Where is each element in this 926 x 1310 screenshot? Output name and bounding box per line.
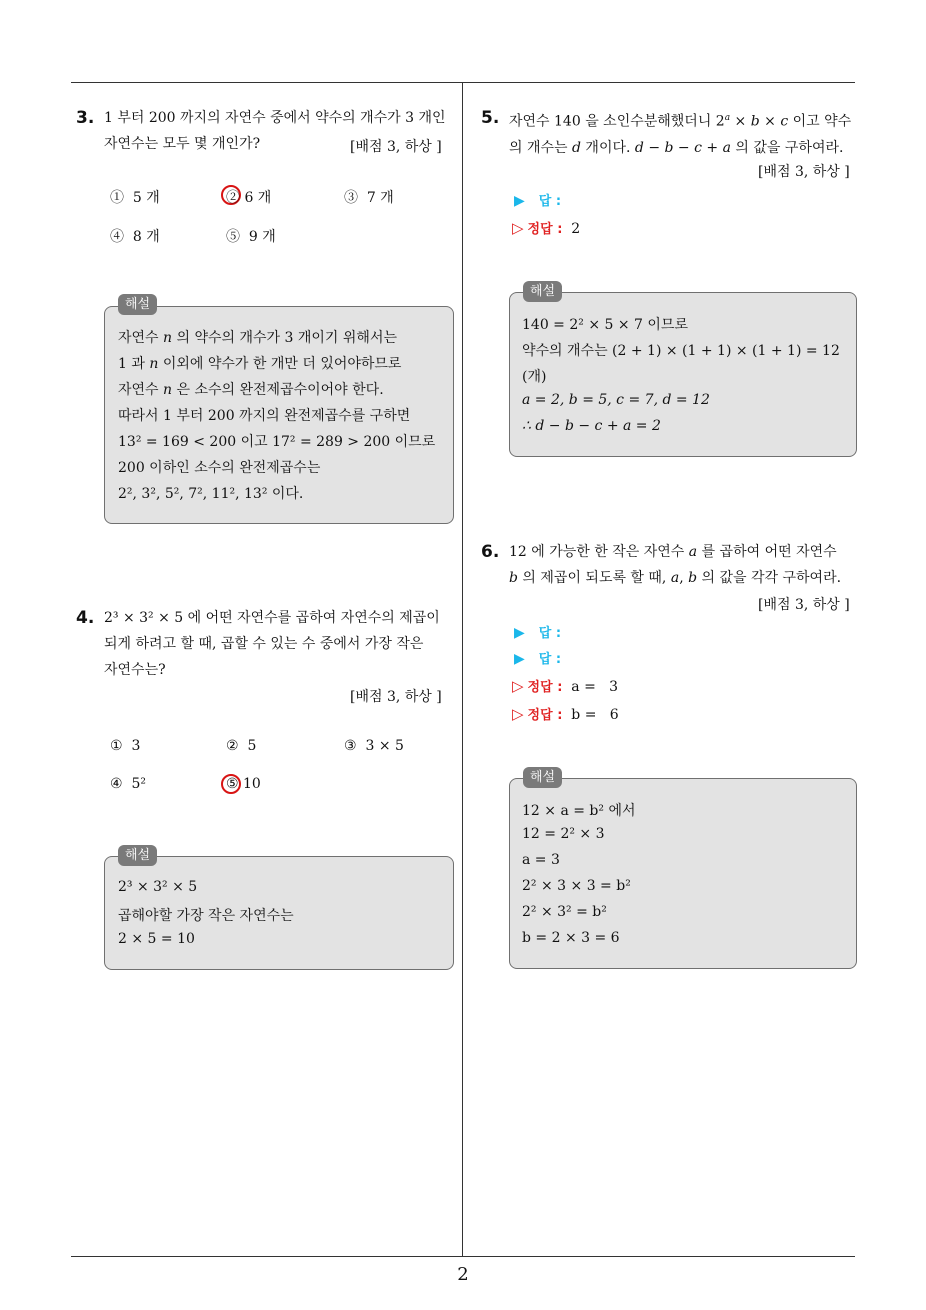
q4-solution-line-1: 2³ × 3² × 5 [118,879,198,895]
q5-solution-line-4: a = 2, b = 5, c = 7, d = 12 [522,392,710,408]
q3-solution-line-2: 1 과 n 이외에 약수가 한 개만 더 있어야하므로 [118,356,402,372]
q3-line1: 1 부터 200 까지의 자연수 중에서 약수의 개수가 3 개인 [104,110,446,126]
q6-line1: 12 에 가능한 한 작은 자연수 a 를 곱하여 어떤 자연수 [509,544,837,560]
q3-number: 3. [76,108,95,128]
q4-solution-line-3: 2 × 5 = 10 [118,931,195,947]
q3-level: [배점 3, 하상 ] [350,139,442,155]
play-filled-icon: ▶ [514,651,525,667]
q4-choice-2[interactable]: ② 5 [226,738,257,754]
column-divider [462,83,463,1256]
q4-choice-1[interactable]: ① 3 [110,738,141,754]
q5-solution-line-5: ∴ d − b − c + a = 2 [522,418,661,434]
q6-correct-label-2: 정답 : [527,708,563,723]
q6-answer-field-1[interactable] [514,622,561,641]
q5-answer-field[interactable] [514,190,561,209]
q5-number: 5. [481,108,500,128]
q6-level: [배점 3, 하상 ] [758,597,850,613]
q3-solution-tag: 해설 [118,294,157,315]
q4-line2: 되게 하려고 할 때, 곱할 수 있는 수 중에서 가장 작은 [104,636,424,652]
q6-line2: b 의 제곱이 되도록 할 때, a, b 의 값을 각각 구하여라. [509,570,842,586]
q5-line1: 자연수 140 을 소인수분해했더니 $2^a \times b \times c$ 이고 약수 [509,113,852,130]
q4-choice-4[interactable]: ④ 5² [110,776,146,792]
q5-solution-line-3: (개) [522,369,547,385]
q4-choice-3[interactable]: ③ 3 × 5 [344,738,404,754]
q3-solution-line-1: 자연수 n 의 약수의 개수가 3 개이기 위해서는 [118,330,398,346]
q3-solution-line-5: 13² = 169 < 200 이고 17² = 289 > 200 이므로 [118,434,436,450]
q3-choice-4[interactable]: ④ 8 개 [110,229,160,245]
q4-line3: 자연수는? [104,662,166,678]
q5-correct [512,218,580,237]
play-filled-icon: ▶ [514,193,525,209]
q3-choice-1[interactable]: ① 5 개 [110,190,160,206]
play-outline-icon: ▷ [512,677,524,695]
q3-solution-line-7: 2², 3², 5², 7², 11², 13² 이다. [118,486,304,502]
q6-solution-line-5: 2² × 3² = b² [522,904,607,920]
q3-solution-line-4: 따라서 1 부터 200 까지의 완전제곱수를 구하면 [118,408,411,424]
page-number: 2 [457,1264,469,1285]
q6-text [509,539,863,591]
q6-solution-line-2: 12 = 2² × 3 [522,826,605,842]
q6-correct-2 [512,704,619,723]
play-outline-icon: ▷ [512,705,524,723]
q5-line2: 의 개수는 d 개이다. d − b − c + a 의 값을 구하여라. [509,139,844,156]
q5-level: [배점 3, 하상 ] [758,164,850,180]
q4-line1: 2³ × 3² × 5 에 어떤 자연수를 곱하여 자연수의 제곱이 [104,610,440,626]
top-rule [71,82,855,83]
q6-solution-tag: 해설 [523,767,562,788]
q6-correct-label-1: 정답 : [527,680,563,695]
play-filled-icon: ▶ [514,625,525,641]
q3-line2: 자연수는 모두 몇 개인가? [104,136,261,152]
q6-correct-value-1: a = 3 [571,679,619,695]
q3-choice-3[interactable]: ③ 7 개 [344,190,394,206]
q4-choice-5[interactable]: ⑤ 10 [226,776,261,792]
q6-solution-line-6: b = 2 × 3 = 6 [522,930,620,946]
q6-correct-value-2: b = 6 [571,707,619,723]
q5-solution-line-2: 약수의 개수는 (2 + 1) × (1 + 1) × (1 + 1) = 12 [522,343,840,359]
q3-solution-line-6: 200 이하인 소수의 완전제곱수는 [118,460,321,476]
q3-solution-line-3: 자연수 n 은 소수의 완전제곱수이어야 한다. [118,382,384,398]
q6-answer-label-1: 답 : [538,626,562,641]
q6-solution-line-4: 2² × 3 × 3 = b² [522,878,631,894]
q6-solution-line-3: a = 3 [522,852,560,868]
q3-choice-5[interactable]: ⑤ 9 개 [226,229,276,245]
q6-answer-label-2: 답 : [538,652,562,667]
q5-text [509,105,863,161]
q4-solution-tag: 해설 [118,845,157,866]
q4-solution-line-2: 곱해야할 가장 작은 자연수는 [118,908,294,924]
play-outline-icon: ▷ [512,219,524,237]
q6-answer-field-2[interactable] [514,648,561,667]
q3-choice-2[interactable]: ② 6 개 [226,190,272,206]
q5-solution-line-1: 140 = 2² × 5 × 7 이므로 [522,317,688,333]
q6-number: 6. [481,542,500,562]
q5-solution-tag: 해설 [523,281,562,302]
q6-correct-1 [512,676,618,695]
q5-answer-label: 답 : [538,194,562,209]
q6-solution-line-1: 12 × a = b² 에서 [522,803,636,819]
q5-correct-value: 2 [571,221,581,237]
q4-text [104,605,458,683]
q4-number: 4. [76,608,95,628]
q5-correct-label: 정답 : [527,222,563,237]
bottom-rule [71,1256,855,1257]
q4-level: [배점 3, 하상 ] [350,689,442,705]
